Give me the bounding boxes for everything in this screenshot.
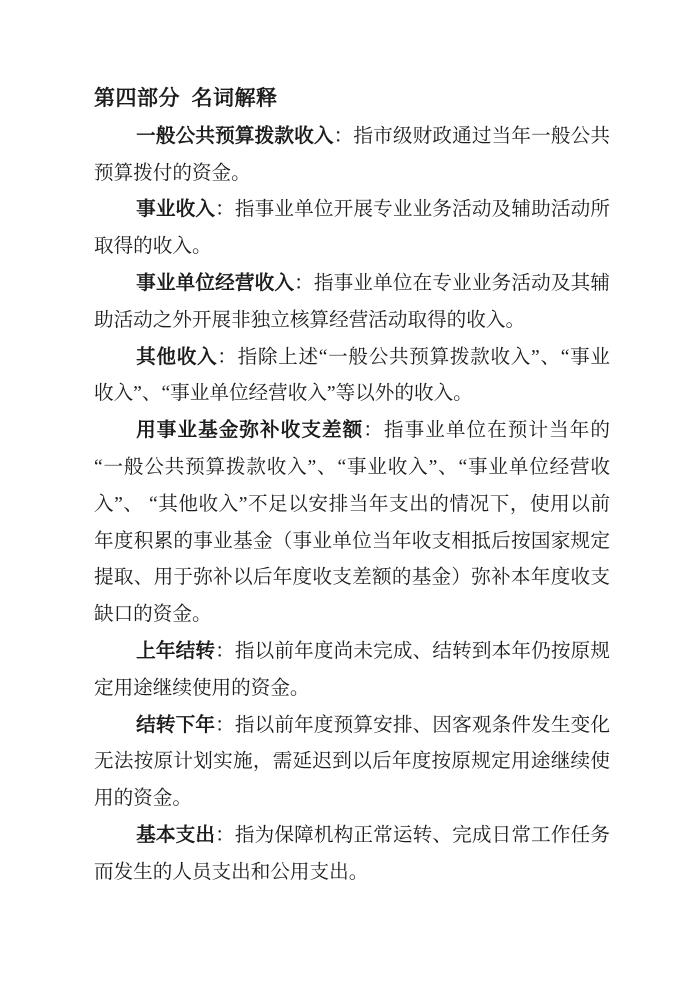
term-definition: ：指除上述“一般公共预算拨款收入”、“事业收入”、“事业单位经营收入”等以外的收入。 [94, 346, 611, 405]
term-definition: ：指市级财政通过当年一般公共预算拨付的资金。 [94, 125, 611, 184]
term-label: 事业收入 [136, 199, 216, 221]
term-paragraph [94, 818, 610, 892]
term-paragraph [94, 266, 610, 340]
term-paragraph [94, 340, 610, 414]
term-label: 结转下年 [136, 714, 216, 736]
term-definition: ：指以前年度预算安排、因客观条件发生变化无法按原计划实施，需延迟到以后年度按原规定用途继续使用的资金。 [94, 714, 611, 810]
term-definition: ：指事业单位在预计当年的“一般公共预算拨款收入”、“事业收入”、“事业单位经营收入”、 “其他收入”不足以安排当年支出的情况下，使用以前年度积累的事业基金（事业单位当年收支相抵后按国家规定提取、用于弥补以后年度收支差额的基金）弥补本年度收支缺口的资金。 [94, 420, 610, 626]
term-definition: ：指为保障机构正常运转、完成日常工作任务而发生的人员支出和公用支出。 [94, 824, 611, 883]
document-content [94, 80, 610, 892]
term-label: 用事业基金弥补收支差额 [136, 420, 364, 442]
term-definition: ：指以前年度尚未完成、结转到本年仍按原规定用途继续使用的资金。 [94, 640, 611, 699]
term-definition: ：指事业单位开展专业业务活动及辅助活动所取得的收入。 [94, 199, 611, 258]
term-label: 基本支出 [136, 824, 216, 846]
term-label: 事业单位经营收入 [136, 272, 295, 294]
terms-list [94, 119, 610, 892]
term-paragraph [94, 708, 610, 818]
term-label: 上年结转 [136, 640, 216, 662]
term-label: 其他收入 [136, 346, 218, 368]
section-title: 第四部分 名词解释 [94, 86, 278, 110]
term-label: 一般公共预算拨款收入 [136, 125, 334, 147]
term-paragraph [94, 192, 610, 266]
term-paragraph [94, 413, 610, 634]
term-definition: ：指事业单位在专业业务活动及其辅助活动之外开展非独立核算经营活动取得的收入。 [94, 272, 611, 331]
term-paragraph [94, 634, 610, 708]
term-paragraph [94, 119, 610, 193]
